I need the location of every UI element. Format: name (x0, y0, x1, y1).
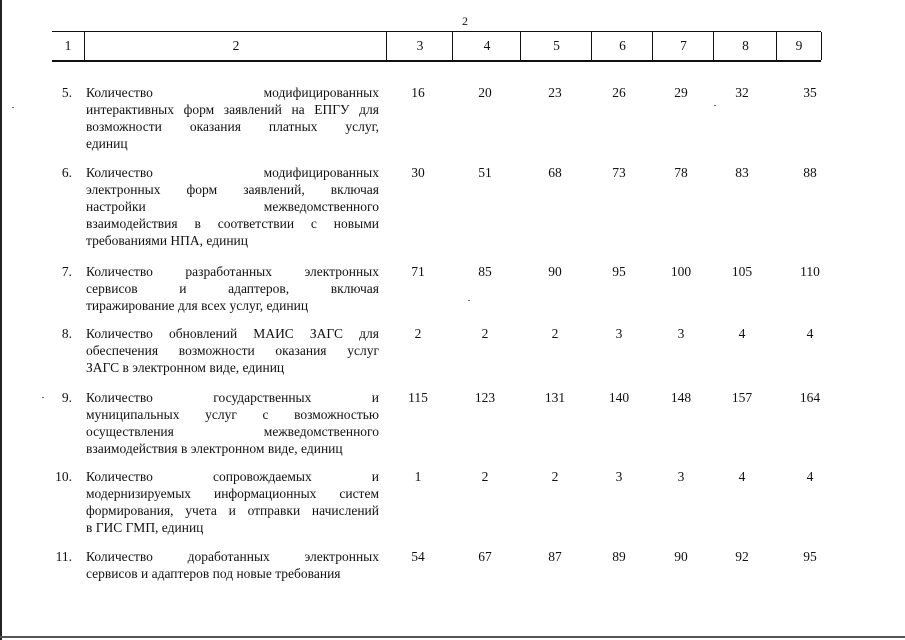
value-col-7: 90 (674, 549, 688, 564)
value-col-3: 1 (414, 469, 422, 484)
value-col-7: 3 (677, 469, 685, 484)
value-col-4: 2 (481, 469, 489, 484)
description-line: Количество сопровождаемых и (86, 469, 379, 484)
value-col-8: 4 (738, 326, 746, 341)
row-number: 11. (55, 549, 72, 564)
value-col-5: 68 (548, 165, 562, 180)
value-col-3: 30 (411, 165, 425, 180)
value-col-7: 148 (670, 390, 692, 405)
value-col-9: 164 (799, 390, 821, 405)
description-line: сервисов и адаптеров, включая (86, 281, 379, 296)
description-line: модернизируемых информационных систем (86, 486, 379, 501)
row-number: 9. (61, 390, 72, 405)
description-line: интерактивных форм заявлений на ЕПГУ для (86, 102, 379, 117)
value-col-9: 4 (806, 326, 814, 341)
row-description (86, 164, 379, 249)
row-number: 7. (61, 264, 72, 279)
value-col-3: 54 (411, 549, 425, 564)
description-line: настройки межведомственного (86, 199, 379, 214)
header-col-1: 1 (64, 38, 72, 53)
description-line: Количество государственных и (86, 390, 379, 405)
description-line: обеспечения возможности оказания услуг (86, 343, 379, 358)
header-col-2: 2 (84, 32, 387, 60)
scan-speck (714, 105, 716, 106)
value-col-9: 110 (800, 264, 820, 279)
description-line: единиц (86, 136, 128, 151)
value-col-9: 35 (803, 85, 817, 100)
value-col-7: 29 (674, 85, 688, 100)
value-col-4: 123 (474, 390, 496, 405)
value-col-4: 85 (478, 264, 492, 279)
value-col-9: 88 (803, 165, 817, 180)
value-col-5: 131 (544, 390, 566, 405)
header-col-5: 5 (520, 32, 592, 60)
description-line: Количество модифицированных (86, 85, 379, 100)
row-description (86, 468, 379, 536)
scan-speck (42, 397, 44, 398)
description-line: Количество доработанных электронных (86, 549, 379, 564)
header-col-8: 8 (713, 32, 777, 60)
scan-speck (12, 107, 14, 108)
row-number: 10. (55, 469, 72, 484)
row-description (86, 548, 379, 582)
value-col-3: 71 (411, 264, 425, 279)
description-line: осуществления межведомственного (86, 424, 379, 439)
row-description (86, 389, 379, 457)
header-col-7: 7 (652, 32, 714, 60)
row-number: 5. (61, 85, 72, 100)
description-line: электронных форм заявлений, включая (86, 182, 379, 197)
row-number: 6. (61, 165, 72, 180)
scan-speck (468, 300, 470, 301)
header-col-6: 6 (591, 32, 653, 60)
value-col-5: 2 (551, 326, 559, 341)
value-col-6: 73 (612, 165, 626, 180)
value-col-6: 95 (612, 264, 626, 279)
description-line: в ГИС ГМП, единиц (86, 520, 204, 535)
header-col-4: 4 (452, 32, 521, 60)
value-col-3: 16 (411, 85, 425, 100)
value-col-6: 3 (615, 469, 623, 484)
value-col-7: 100 (670, 264, 692, 279)
description-line: Количество модифицированных (86, 165, 379, 180)
description-line: тиражирование для всех услуг, единиц (86, 298, 309, 313)
value-col-7: 78 (674, 165, 688, 180)
header-col-9: 9 (776, 32, 822, 60)
value-col-9: 95 (803, 549, 817, 564)
description-line: взаимодействия в соответствии с новыми (86, 216, 379, 231)
value-col-8: 105 (731, 264, 753, 279)
page-number: 2 (462, 14, 468, 28)
value-col-4: 20 (478, 85, 492, 100)
value-col-8: 92 (735, 549, 749, 564)
description-line: возможности оказания платных услуг, (86, 119, 379, 134)
scan-border-bottom (0, 636, 905, 638)
value-col-8: 157 (731, 390, 753, 405)
description-line: муниципальных услуг с возможностью (86, 407, 379, 422)
description-line: Количество разработанных электронных (86, 264, 379, 279)
value-col-6: 26 (612, 85, 626, 100)
value-col-6: 3 (615, 326, 623, 341)
value-col-5: 87 (548, 549, 562, 564)
description-line: ЗАГС в электронном виде, единиц (86, 360, 285, 375)
value-col-3: 2 (414, 326, 422, 341)
table-header (52, 31, 821, 62)
description-line: взаимодействия в электронном виде, единиц (86, 441, 343, 456)
value-col-8: 83 (735, 165, 749, 180)
value-col-4: 67 (478, 549, 492, 564)
value-col-6: 89 (612, 549, 626, 564)
row-number: 8. (61, 326, 72, 341)
value-col-5: 23 (548, 85, 562, 100)
value-col-7: 3 (677, 326, 685, 341)
value-col-3: 115 (408, 390, 428, 405)
row-description (86, 325, 379, 376)
value-col-8: 32 (735, 85, 749, 100)
header-col-3: 3 (386, 32, 453, 60)
value-col-5: 2 (551, 469, 559, 484)
description-line: сервисов и адаптеров под новые требования (86, 566, 341, 581)
value-col-4: 2 (481, 326, 489, 341)
row-description (86, 84, 379, 152)
description-line: формирования, учета и отправки начислений (86, 503, 379, 518)
scan-border-left (0, 0, 2, 640)
value-col-5: 90 (548, 264, 562, 279)
value-col-6: 140 (608, 390, 630, 405)
value-col-8: 4 (738, 469, 746, 484)
value-col-9: 4 (806, 469, 814, 484)
row-description (86, 263, 379, 314)
description-line: требованиями НПА, единиц (86, 233, 248, 248)
value-col-4: 51 (478, 165, 492, 180)
description-line: Количество обновлений МАИС ЗАГС для (86, 326, 379, 341)
